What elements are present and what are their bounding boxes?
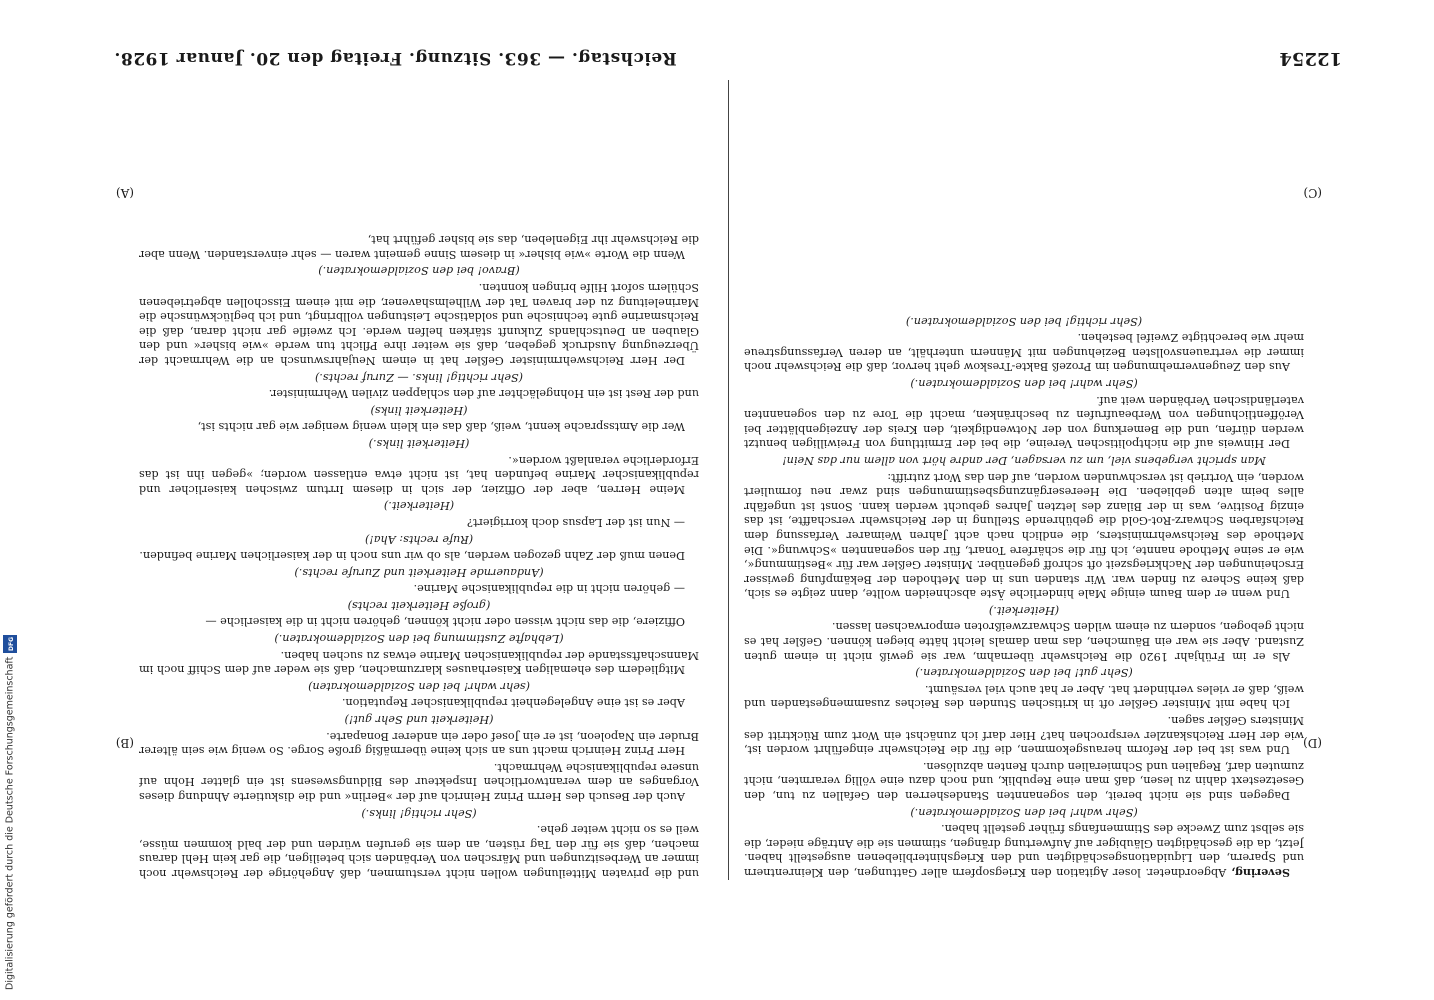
paragraph [139, 548, 699, 563]
paragraph-text: und der Rest ist ein Hohngelächter auf den schlappen zivilen Wehrminister. [268, 387, 699, 401]
page-title: Reichstag. — 363. Sitzung. Freitag den 20. Januar 1928. [114, 48, 677, 68]
interjection: (Bravo! bei den Sozialdemokraten.) [318, 264, 520, 278]
paragraph-text: Mitgliedern des ehemaligen Kaiserhauses klarzumachen, daß sie weder auf dem Schiff noch im Mannschaftsstande der republikanischen Marine etwas zu suchen haben. [139, 648, 699, 677]
interjection: (Rufe rechts: Aha!) [364, 532, 474, 546]
right-text-column [139, 80, 699, 880]
margin-marker-d: (D) [1303, 736, 1322, 750]
paragraph [139, 386, 699, 401]
margin-marker-c: (C) [1303, 186, 1322, 200]
speaker-name: Severing, [1226, 866, 1290, 880]
paragraph-text: Aus den Zeugenvernehmungen im Prozeß Bakte-Treskow geht hervor, daß die Reichswehr noch immer die vertrauensvollsten Beziehungen mit Männern unterhält, an deren Verfassungstreue mehr wie berechtigte Zweifel bestehen. [744, 331, 1304, 374]
paragraph [744, 469, 1304, 600]
paragraph-text: Und was ist bei der Reform herausgekommen, die für die Reichswehr eingeführt worden ist, wie der Herr Reichskanzler versprochen hat? Hier darf ich zunächst ein Wort zum Rücktritt des Ministers Geßler sagen. [744, 714, 1304, 757]
page-number: 12254 [1279, 48, 1342, 69]
paragraph-text: Dagegen sind sie nicht bereit, den sogenannten Standesherren den Gefallen zu tun, den Gesetzestext dahin zu lesen, daß man eine Republik, und noch dazu eine völlig verarmten, nicht zumuten darf, Regalien und Schmieralien durch Renten abzulösen. [744, 759, 1304, 803]
interjection: (Sehr richtig! links.) [361, 806, 477, 820]
paragraph-text: loser Agitation den Kriegsopfern aller Gattungen, den Kleinrentnern und Sparern, den Liquidationsgeschädigten und den Kriegshinterbliebenen ausgestellt haben. Jetzt, da die geschädigten Gläubiger auf Aufwertung drängen, stimmen sie die Anträge nieder, die sie selbst zum Zwecke des Stimmenfangs früher gestellt haben. [744, 822, 1304, 879]
paragraph [139, 581, 699, 596]
paragraph-text: Aber es ist eine Angelegenheit republikanischer Reputation. [341, 696, 685, 710]
paragraph-text: Denen muß der Zahn gezogen werden, als ob wir uns noch in der kaiserlichen Marine befinden. [139, 549, 685, 563]
paragraph [744, 712, 1304, 756]
paragraph [139, 759, 699, 803]
dfg-logo: DFG [3, 635, 17, 653]
paragraph [139, 647, 699, 676]
paragraph-text: Auch der Besuch des Herrn Prinz Heinrich auf der »Berlin« und die diskutierte Ahndung dieses Vorganges an dem verantwortlichen Inspekteur des Bildungswesens ist ein glatter Hohn auf unsere republikanische Wehrmacht. [139, 760, 699, 804]
left-text-column [744, 80, 1304, 880]
interjection: Man spricht vergebens viel, um zu versagen, Der andre hört von allem nur das Nein! [782, 453, 1266, 467]
paragraph [744, 619, 1304, 663]
paragraph [139, 614, 699, 629]
paragraph-text: Als er im Frühjahr 1920 die Reichswehr übernahm, war sie gewiß nicht in einem guten Zustand. Aber sie war ein Bäumchen, das man damals leicht hätte biegen können. Geßler hat es nicht gebogen, sondern zu einem wilden Schwarzweißroten emporwachsen lassen. [744, 620, 1304, 663]
paragraph-text: — gehören nicht in die republikanische Marine. [413, 582, 685, 596]
column-divider [728, 80, 729, 880]
paragraph-text: Wer die Amtssprache kennt, weiß, daß das ein klein wenig weniger wie gar nichts ist, [197, 420, 685, 434]
paragraph [139, 232, 699, 261]
paragraph-text: — Nun ist der Lapsus doch korrigiert? [467, 515, 685, 529]
interjection: (Heiterkeit links) [370, 403, 468, 417]
interjection: (Heiterkeit.) [988, 603, 1060, 617]
paragraph-text: Herr Prinz Heinrich macht uns an sich keine übermäßig große Sorge. So wenig wie sein älterer Bruder ein Napoleon, ist er ein Josef oder ein anderer Bonaparte. [139, 729, 699, 758]
paragraph [744, 821, 1304, 880]
paragraph-text: Der Herr Reichswehrminister Geßler hat in einem Neujahrswunsch an die Wehrmacht der Überzeugung Ausdruck gegeben, daß sie weiter ihre Pflicht tun werde »wie bisher« und den Glauben an Deutschlands Zukunft stärken helfen werde. Ich zweifle gar nicht daran, daß die Reichsmarine gute technische und soldatische Leistungen vollbringt, und ich beglückwünsche die Marineleitung zu der braven Tat der Wilhelmshavener, die mit einem Eisschollen abgetriebenen Schülern sofort Hilfe bringen konnten. [139, 281, 699, 367]
paragraph-text: Und wenn er dem Baum einige Male hinderliche Äste abschneiden wollte, dann zeigte es sich, daß keine Schere zu finden war. Wir standen uns in den Methoden der Bekämpfung gewisser Erscheinungen der Nachkriegszeit oft schroff gegenüber. Minister Geßler war für »Bestimmung«, wie er seine Methode nannte, ich für die schärfere Tonart, für den sogenannten »Schwung«. Die Methode des Reichswehrministers, die endlich nach acht Jahren Weimarer Verfassung dem Reichsfarben Schwarz-Rot-Gold die gebührende Stellung in der Reichswehr verschaffte, ist das einzig Positive, was in der Bilanz des letzten Jahres gebucht werden kann. Sonst ist ungefähr alles beim alten geblieben. Die Heeresergänzungsbestimmungen sind zwar neu formuliert worden, ein Vortrieb ist verschwunden worden, auf den das Wort zutrifft: [744, 470, 1304, 601]
paragraph [744, 392, 1304, 450]
paragraph-text: Meine Herren, aber der Offizier, der sich in diesem Irrtum zwischen kaiserlicher und republikanischer Marine befunden hat, ist nicht etwa entlassen worden; »gegen ihn ist das Erforderliche veranlaßt worden«. [139, 453, 699, 496]
interjection: (sehr wahr! bei den Sozialdemokraten) [308, 679, 530, 693]
paragraph-text: Ich habe mit Minister Geßler oft in kritischen Stunden des Reiches zusammengestanden und weiß, daß er vieles verhindert hat. Aber er hat auch viel versäumt. [744, 682, 1304, 711]
interjection: (Sehr wahr! bei den Sozialdemokraten.) [910, 805, 1138, 819]
margin-marker-b: (B) [115, 736, 134, 750]
digitization-credit [2, 10, 18, 990]
paragraph-text: und die privaten Mitteilungen wollen nicht verstummen, daß Angehörige der Reichswehr noch immer an Werbesitzungen und Märschen von Verbänden sich beteiligen, die gar kein Hehl daraus machen, daß sie für den Tag rüsten, an dem sie gerufen würden und der bald kommen müsse, weil es so nicht weiter gehe. [139, 823, 699, 880]
interjection: (Lebhafte Zustimmung bei den Sozialdemokraten.) [274, 632, 564, 646]
interjection: (Sehr gut! bei den Sozialdemokraten.) [915, 666, 1133, 680]
paragraph [139, 695, 699, 710]
credit-text: Digitalisierung gefördert durch die Deutsche Forschungsgemeinschaft [4, 656, 16, 990]
interjection: (Sehr richtig! links. — Zuruf rechts.) [315, 370, 524, 384]
paragraph [744, 330, 1304, 374]
paragraph [744, 681, 1304, 710]
paragraph-text: Offiziere, die das nicht wissen oder nicht können, gehören nicht in die kaiserliche — [205, 615, 685, 629]
paragraph [139, 452, 699, 496]
interjection: (Sehr wahr! bei den Sozialdemokraten.) [910, 377, 1138, 390]
interjection: (große Heiterkeit rechts) [347, 598, 491, 612]
paragraph [744, 758, 1304, 802]
page-header [114, 48, 1342, 78]
interjection: (Heiterkeit links.) [368, 436, 470, 450]
paragraph [139, 822, 699, 880]
interjection: (Heiterkeit und Sehr gut!) [344, 713, 494, 727]
margin-marker-a: (A) [115, 186, 134, 200]
interjection: (Sehr richtig! bei den Sozialdemokraten.) [905, 314, 1143, 328]
interjection: (Heiterkeit.) [383, 499, 455, 513]
interjection: (Andauernde Heiterkeit und Zurufe rechts.) [294, 565, 544, 579]
paragraph [139, 279, 699, 367]
paragraph-text: Der Hinweis auf die nichtpolitischen Vereine, die bei der Ermittlung von Freiwilligen benutzt werden dürfen, und die Bemerkung von der Notwendigkeit, den Kreis der Anzeigenblätter bei Veröffentlichungen von Werbeaufrufen zu beschränken, macht die Tore zu den sogenannten vaterländischen Verbänden weit auf. [744, 393, 1304, 451]
paragraph [139, 419, 699, 434]
speaker-role: Abgeordneter. [1140, 866, 1227, 879]
paragraph [139, 728, 699, 757]
paragraph [139, 514, 699, 529]
paragraph-text: Wenn die Worte »wie bisher« in diesem Sinne gemeint waren — sehr einverstanden. Wenn aber die Reichswehr ihr Eigenleben, das sie bisher geführt hat, [139, 233, 699, 261]
